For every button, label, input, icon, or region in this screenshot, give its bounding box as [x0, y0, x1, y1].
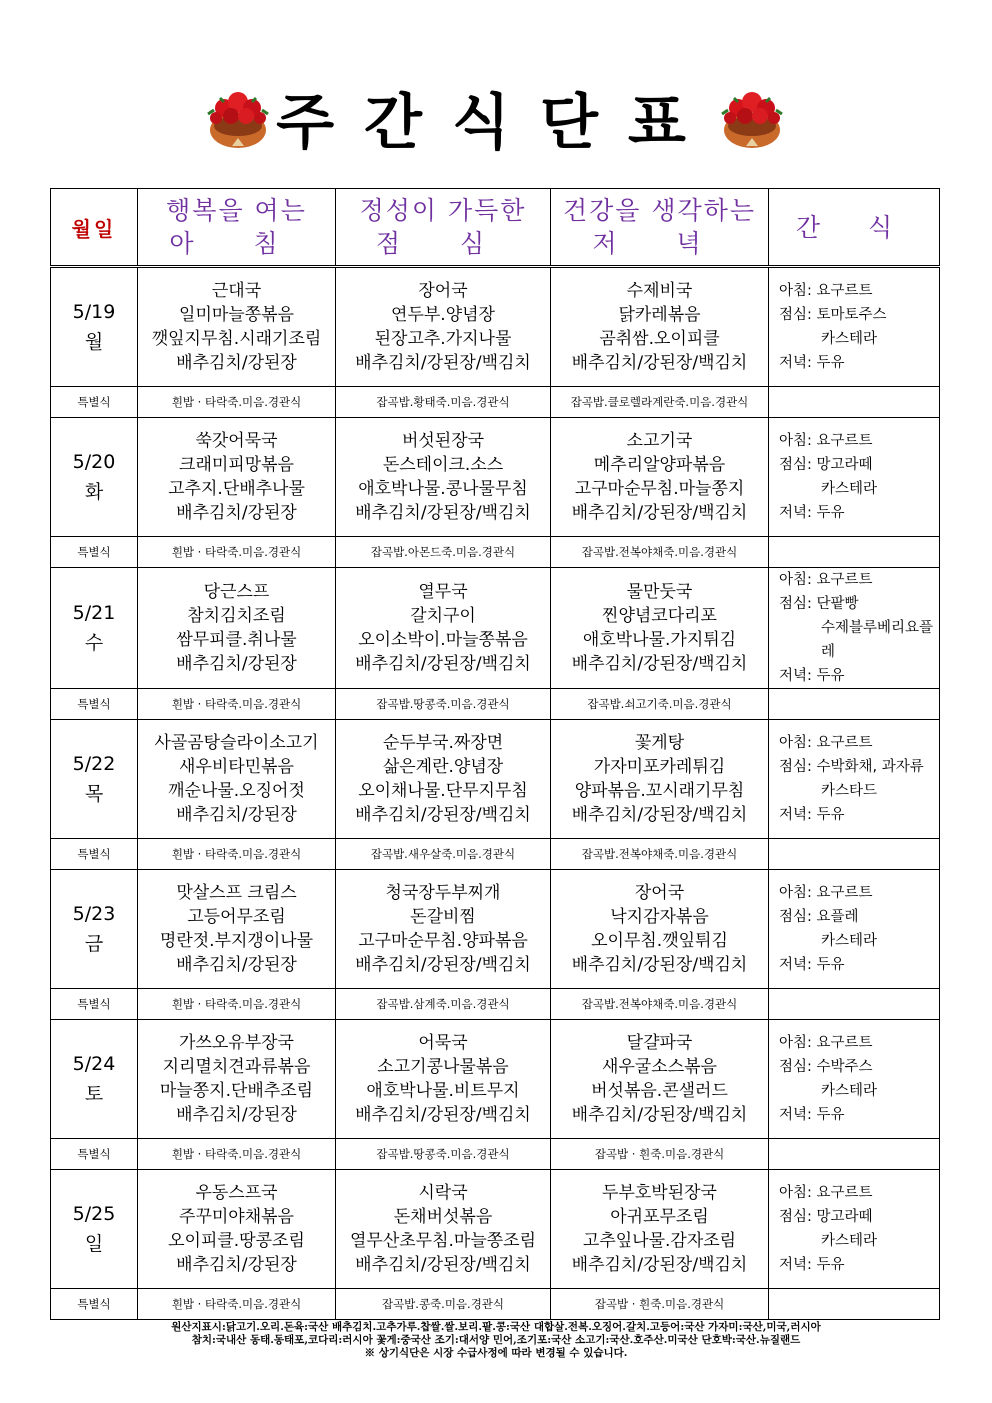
- special-row: [51, 989, 940, 1020]
- dish-item: 소고기콩나물볶음: [377, 1057, 509, 1077]
- dinner-cell: [551, 870, 769, 989]
- lunch-cell: [336, 418, 551, 537]
- lunch-header: 정성이 가득한 점 심: [336, 189, 551, 267]
- snack-item: 저녁: 두유: [779, 1107, 845, 1123]
- dish-item: 장어국: [418, 281, 468, 301]
- special-empty: [769, 387, 940, 418]
- special-item: 흰밥 · 타락죽.미음.경관식: [138, 387, 336, 418]
- dish-item: 버섯볶음.콘샐러드: [591, 1081, 728, 1101]
- dish-item: 깨순나물.오징어젓: [168, 781, 305, 801]
- snack-item: 점심: 수박화채, 과자류: [779, 759, 924, 775]
- dish-item: 고추지.단배추나물: [168, 479, 305, 499]
- dish-item: 새우굴소스볶음: [602, 1057, 717, 1077]
- dish-item: 우동스프국: [195, 1183, 278, 1203]
- breakfast-cell: [138, 568, 336, 689]
- dish-item: 새우비타민볶음: [179, 757, 294, 777]
- special-item: 잡곡밥.땅콩죽.미음.경관식: [336, 1139, 551, 1170]
- weekday-text: 수: [84, 632, 104, 654]
- special-item: 잡곡밥.새우살죽.미음.경관식: [336, 839, 551, 870]
- dish-item: 배추김치/강된장/백김치: [571, 654, 748, 674]
- dish-item: 열무국: [418, 582, 468, 602]
- day-row: [51, 870, 940, 989]
- page-title: 주간식단표: [276, 88, 716, 158]
- breakfast-cell: [138, 720, 336, 839]
- snack-item: 수제블루베리요플레: [821, 620, 934, 660]
- dinner-cell: [551, 418, 769, 537]
- dish-item: 오이무침.깻잎튀김: [591, 931, 728, 951]
- snack-item: 아침: 요구르트: [779, 1185, 873, 1201]
- special-item: 잡곡밥 · 흰죽.미음.경관식: [551, 1289, 769, 1320]
- snack-item: 저녁: 두유: [779, 1257, 845, 1273]
- special-item: 잡곡밥 · 흰죽.미음.경관식: [551, 1139, 769, 1170]
- weekday-text: 화: [84, 481, 104, 503]
- date-cell: [51, 870, 138, 989]
- snack-item: 점심: 망고라떼: [779, 1209, 873, 1225]
- dish-item: 오이피클.땅콩조림: [168, 1231, 305, 1251]
- lunch-cell: [336, 267, 551, 387]
- dish-item: 배추김치/강된장/백김치: [355, 654, 531, 674]
- dish-item: 애호박나물.콩나물무침: [358, 479, 528, 499]
- special-item: 흰밥 · 타락죽.미음.경관식: [138, 1289, 336, 1320]
- dish-item: 마늘쫑지.단배추조림: [159, 1081, 314, 1101]
- dish-item: 돈채버섯볶음: [393, 1207, 493, 1227]
- dish-item: 순두부국.짜장면: [382, 733, 504, 753]
- date-cell: [51, 1020, 138, 1139]
- dish-item: 지리멸치견과류볶음: [162, 1057, 311, 1077]
- dish-item: 갈치구이: [410, 606, 476, 626]
- dish-item: 버섯된장국: [401, 431, 485, 451]
- snack-item: 점심: 요플레: [779, 909, 859, 925]
- weekday-text: 목: [84, 783, 104, 805]
- dish-item: 배추김치/강된장/백김치: [355, 1105, 531, 1125]
- dish-item: 청국장두부찌개: [385, 883, 501, 903]
- date-text: 5/23: [72, 903, 116, 925]
- dish-item: 깻잎지무침.시래기조림: [151, 329, 322, 349]
- dish-item: 참치김치조림: [187, 606, 286, 626]
- snack-cell: [769, 720, 940, 839]
- dish-item: 명란젓.부지갱이나물: [159, 931, 314, 951]
- snack-item: 카스테라: [821, 331, 878, 347]
- special-label: 특별식: [51, 537, 138, 568]
- date-text: 5/24: [72, 1053, 116, 1075]
- special-label: 특별식: [51, 387, 138, 418]
- date-cell: [51, 568, 138, 689]
- dish-item: 꽃게탕: [634, 733, 685, 753]
- weekday-text: 금: [84, 933, 104, 955]
- dish-item: 메추리알양파볶음: [593, 455, 726, 475]
- snack-item: 저녁: 두유: [779, 355, 845, 371]
- dish-item: 배추김치/강된장/백김치: [355, 955, 531, 975]
- snack-item: 점심: 수박주스: [779, 1059, 873, 1075]
- dish-item: 찐양념코다리포: [602, 606, 717, 626]
- special-item: 흰밥 · 타락죽.미음.경관식: [138, 689, 336, 720]
- dish-item: 배추김치/강된장: [176, 805, 297, 825]
- special-item: 잡곡밥.전복야채죽.미음.경관식: [551, 989, 769, 1020]
- snack-cell: [769, 870, 940, 989]
- breakfast-cell: [138, 1020, 336, 1139]
- special-empty: [769, 1139, 940, 1170]
- weekday-text: 토: [84, 1083, 104, 1105]
- dish-item: 고추잎나물.감자조림: [582, 1231, 737, 1251]
- dish-item: 가자미포카레튀김: [593, 757, 726, 777]
- date-text: 5/25: [72, 1203, 116, 1225]
- dinner-cell: [551, 568, 769, 689]
- dish-item: 당근스프: [203, 582, 270, 602]
- dish-item: 돈스테이크.소스: [382, 455, 504, 475]
- special-item: 잡곡밥.아몬드죽.미음.경관식: [336, 537, 551, 568]
- dish-item: 배추김치/강된장/백김치: [571, 1255, 748, 1275]
- special-empty: [769, 689, 940, 720]
- dish-item: 주꾸미야채볶음: [179, 1207, 294, 1227]
- dish-item: 크래미피망볶음: [179, 455, 294, 475]
- special-item: 잡곡밥.클로렐라계란죽.미음.경관식: [551, 387, 769, 418]
- snack-cell: [769, 418, 940, 537]
- dish-item: 오이소박이.마늘쫑볶음: [358, 630, 528, 650]
- special-item: 흰밥 · 타락죽.미음.경관식: [138, 537, 336, 568]
- dish-item: 고등어무조림: [187, 907, 286, 927]
- day-row: [51, 720, 940, 839]
- dish-item: 가쓰오유부장국: [179, 1033, 294, 1053]
- date-cell: [51, 418, 138, 537]
- special-item: 잡곡밥.황태죽.미음.경관식: [336, 387, 551, 418]
- date-text: 5/21: [72, 602, 116, 624]
- date-text: 5/19: [72, 301, 116, 323]
- snack-item: 아침: 요구르트: [779, 283, 873, 299]
- date-cell: [51, 267, 138, 387]
- dish-item: 소고기국: [626, 431, 693, 451]
- dish-item: 배추김치/강된장/백김치: [571, 503, 748, 523]
- dinner-cell: [551, 720, 769, 839]
- special-item: 잡곡밥.삼계죽.미음.경관식: [336, 989, 551, 1020]
- snack-cell: [769, 1170, 940, 1289]
- dinner-cell: [551, 1170, 769, 1289]
- snack-cell: [769, 267, 940, 387]
- dish-item: 배추김치/강된장/백김치: [571, 805, 748, 825]
- breakfast-cell: [138, 870, 336, 989]
- dish-item: 달걀파국: [626, 1033, 693, 1053]
- snack-item: 카스테라: [821, 1233, 878, 1249]
- dish-item: 연두부.양념장: [391, 305, 495, 325]
- origin-note-1: 원산지표시:닭고기.오리.돈육:국산 배추김치.고추가루.찹쌀.쌀.보리.팥.콩:국산 대합살.전복.오징어.갈치.고등어:국산 가자미:국산,미국,러시아: [171, 1321, 821, 1333]
- dish-item: 장어국: [634, 883, 685, 903]
- dish-item: 시락국: [418, 1183, 468, 1203]
- special-label: 특별식: [51, 989, 138, 1020]
- special-item: 흰밥 · 타락죽.미음.경관식: [138, 989, 336, 1020]
- dish-item: 두부호박된장국: [602, 1183, 717, 1203]
- dish-item: 배추김치/강된장/백김치: [571, 955, 748, 975]
- dish-item: 어묵국: [418, 1033, 468, 1053]
- day-row: [51, 267, 940, 387]
- special-label: 특별식: [51, 839, 138, 870]
- dish-item: 아귀포무조림: [610, 1207, 709, 1227]
- special-item: 흰밥 · 타락죽.미음.경관식: [138, 839, 336, 870]
- day-row: [51, 1020, 940, 1139]
- day-row: [51, 418, 940, 537]
- dish-item: 배추김치/강된장/백김치: [355, 805, 531, 825]
- dinner-header: 건강을 생각하는 저 녁: [551, 189, 769, 267]
- special-item: 잡곡밥.전복야채죽.미음.경관식: [551, 537, 769, 568]
- special-label: 특별식: [51, 1139, 138, 1170]
- dish-item: 일미마늘쫑볶음: [179, 305, 294, 325]
- snack-item: 저녁: 두유: [779, 807, 845, 823]
- dish-item: 맛살스프 크림스: [176, 883, 297, 903]
- special-label: 특별식: [51, 1289, 138, 1320]
- snack-item: 아침: 요구르트: [779, 735, 873, 751]
- dish-item: 배추김치/강된장: [176, 353, 297, 373]
- dish-item: 물만둣국: [626, 582, 693, 602]
- snack-cell: [769, 1020, 940, 1139]
- special-empty: [769, 989, 940, 1020]
- special-row: [51, 387, 940, 418]
- special-item: 잡곡밥.땅콩죽.미음.경관식: [336, 689, 551, 720]
- snack-header: 간 식: [769, 189, 940, 267]
- dish-item: 닭카레볶음: [618, 305, 701, 325]
- dish-item: 곰취쌈.오이피클: [599, 329, 720, 349]
- dinner-cell: [551, 1020, 769, 1139]
- dish-item: 배추김치/강된장: [176, 654, 297, 674]
- dish-item: 근대국: [211, 281, 262, 301]
- table-header-row: [51, 189, 940, 267]
- change-notice: ※ 상기식단은 시장 수급사정에 따라 변경될 수 있습니다.: [364, 1347, 628, 1359]
- snack-item: 아침: 요구르트: [779, 433, 873, 449]
- weekly-menu-table: [50, 188, 940, 1320]
- weekday-text: 월: [84, 331, 104, 353]
- breakfast-cell: [138, 267, 336, 387]
- special-row: [51, 1139, 940, 1170]
- snack-item: 저녁: 두유: [779, 505, 845, 521]
- dish-item: 낙지감자볶음: [610, 907, 709, 927]
- snack-item: 점심: 망고라떼: [779, 457, 873, 473]
- snack-item: 저녁: 두유: [779, 668, 845, 684]
- date-text: 5/22: [72, 753, 116, 775]
- breakfast-header: 행복을 여는 아 침: [138, 189, 336, 267]
- lunch-cell: [336, 568, 551, 689]
- snack-item: 아침: 요구르트: [779, 885, 873, 901]
- dish-item: 돈갈비찜: [410, 907, 476, 927]
- dinner-cell: [551, 267, 769, 387]
- special-label: 특별식: [51, 689, 138, 720]
- date-cell: [51, 1170, 138, 1289]
- lunch-cell: [336, 870, 551, 989]
- special-row: [51, 1289, 940, 1320]
- special-empty: [769, 1289, 940, 1320]
- dish-item: 쑥갓어묵국: [195, 431, 278, 451]
- snack-item: 아침: 요구르트: [779, 1035, 873, 1051]
- breakfast-cell: [138, 418, 336, 537]
- dish-item: 고구마순무침.마늘쫑지: [574, 479, 745, 499]
- dish-item: 배추김치/강된장/백김치: [355, 1255, 531, 1275]
- snack-cell: [769, 568, 940, 689]
- special-item: 잡곡밥.전복야채죽.미음.경관식: [551, 839, 769, 870]
- dish-item: 된장고추.가지나물: [374, 329, 512, 349]
- dish-item: 배추김치/강된장: [176, 1105, 297, 1125]
- snack-item: 카스테라: [821, 1083, 878, 1099]
- special-item: 잡곡밥.쇠고기죽.미음.경관식: [551, 689, 769, 720]
- breakfast-cell: [138, 1170, 336, 1289]
- day-row: [51, 568, 940, 689]
- snack-item: 저녁: 두유: [779, 957, 845, 973]
- lunch-cell: [336, 1170, 551, 1289]
- dish-item: 애호박나물.비트무지: [366, 1081, 520, 1101]
- origin-note-2: 참치:국내산 동태.동태포,코다리:러시아 꽃게:중국산 조기:대서양 민어,조기포:국산 소고기:국산.호주산.미국산 단호박:국산.뉴질랜드: [191, 1334, 801, 1346]
- dish-item: 배추김치/강된장/백김치: [355, 353, 531, 373]
- snack-item: 카스타드: [821, 783, 878, 799]
- special-empty: [769, 537, 940, 568]
- rose-bouquet-icon: [712, 80, 792, 152]
- special-item: 흰밥 · 타락죽.미음.경관식: [138, 1139, 336, 1170]
- special-empty: [769, 839, 940, 870]
- dish-item: 애호박나물.가지튀김: [582, 630, 737, 650]
- dish-item: 배추김치/강된장/백김치: [571, 1105, 748, 1125]
- day-row: [51, 1170, 940, 1289]
- title-area: [0, 78, 992, 168]
- dish-item: 배추김치/강된장: [176, 955, 297, 975]
- dish-item: 삶은계란.양념장: [382, 757, 504, 777]
- lunch-cell: [336, 1020, 551, 1139]
- dish-item: 쌈무피클.취나물: [176, 630, 297, 650]
- dish-item: 사골곰탕슬라이소고기: [154, 733, 319, 753]
- weekday-text: 일: [84, 1233, 104, 1255]
- snack-item: 아침: 요구르트: [779, 572, 873, 588]
- dish-item: 배추김치/강된장/백김치: [355, 503, 531, 523]
- special-row: [51, 839, 940, 870]
- snack-item: 점심: 토마토주스: [779, 307, 887, 323]
- footer-notes: [0, 1321, 992, 1360]
- dish-item: 수제비국: [626, 281, 693, 301]
- date-cell: [51, 720, 138, 839]
- dish-item: 열무산초무침.마늘쫑조림: [349, 1231, 537, 1251]
- dish-item: 배추김치/강된장/백김치: [571, 353, 748, 373]
- dish-item: 배추김치/강된장: [176, 503, 297, 523]
- special-row: [51, 537, 940, 568]
- date-header: 월일: [51, 189, 138, 267]
- snack-item: 카스테라: [821, 933, 878, 949]
- lunch-cell: [336, 720, 551, 839]
- dish-item: 고구마순무침.양파볶음: [358, 931, 528, 951]
- dish-item: 배추김치/강된장: [176, 1255, 297, 1275]
- date-text: 5/20: [72, 451, 116, 473]
- dish-item: 양파볶음.꼬시래기무침: [574, 781, 745, 801]
- dish-item: 오이채나물.단무지무침: [358, 781, 528, 801]
- snack-item: 점심: 단팥빵: [779, 596, 859, 612]
- special-item: 잡곡밥.콩죽.미음.경관식: [336, 1289, 551, 1320]
- special-row: [51, 689, 940, 720]
- snack-item: 카스테라: [821, 481, 878, 497]
